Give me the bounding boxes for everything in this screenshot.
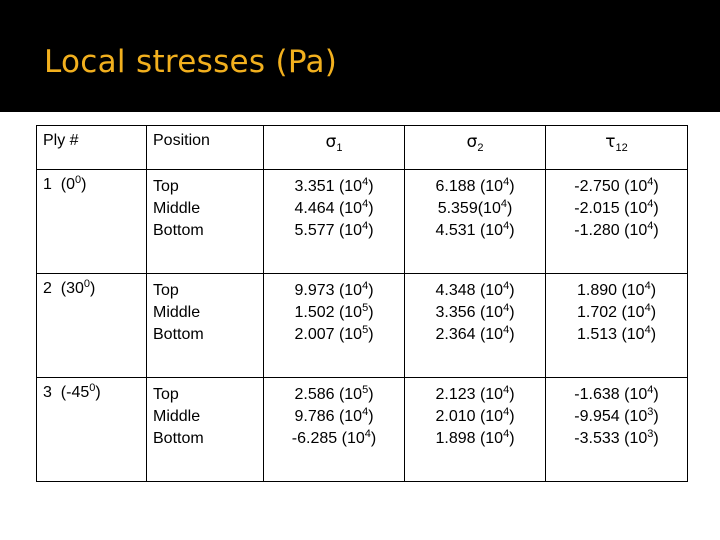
ply-cell [37,274,147,378]
exponent-superscript: 4 [362,406,369,418]
header-sigma-1: $\sigma_1$ [264,126,405,170]
stress-value: -1.280 $(10^4)$ [574,220,659,239]
exponent-superscript: 4 [647,384,654,396]
stress-value: -9.954 $(10^3)$ [574,406,659,425]
sigma-2-cell [405,274,546,378]
exponent-superscript: 5 [362,384,369,396]
stress-value: 2.123 $(10^4)$ [435,384,515,403]
exponent-superscript: 5 [362,302,369,314]
position-cell [147,170,264,274]
stress-value: 1.502 $(10^5)$ [294,302,374,321]
exponent-superscript: 4 [503,220,510,232]
exponent-superscript: 4 [503,302,510,314]
position-label: Middle [153,408,201,425]
exponent-superscript: 4 [503,176,510,188]
position-label: Top [153,386,179,403]
exponent-superscript: 4 [644,302,651,314]
ply-angle: (0 [60,176,76,193]
ply-angle: (30 [60,280,84,297]
stress-value: 9.786 $(10^4)$ [294,406,374,425]
table-header-row [37,126,688,170]
stress-value: 1.898 $(10^4)$ [435,428,515,447]
position-cell [147,378,264,482]
exponent-superscript: 4 [503,406,510,418]
exponent-superscript: 4 [644,280,651,292]
position-label: Top [153,178,179,195]
exponent-superscript: 5 [362,324,369,336]
position-label: Middle [153,200,201,217]
exponent-superscript: 4 [364,428,371,440]
exponent-superscript: 4 [647,220,654,232]
degree-superscript: 0 [83,278,91,290]
stress-value: 9.973 $(10^4)$ [294,280,374,299]
tau-12-cell [546,378,688,482]
position-label: Middle [153,304,201,321]
stress-value: 4.464 $(10^4)$ [294,198,374,217]
stress-value: 3.351 $(10^4)$ [294,176,374,195]
stress-table [36,125,688,482]
stress-value: 1.890 $(10^4)$ [576,280,657,299]
exponent-superscript: 4 [362,220,369,232]
slide-title: Local stresses (Pa) [44,44,338,80]
exponent-superscript: 4 [362,280,369,292]
header-tau-12: $\tau_{12}$ [546,126,688,170]
stress-value: 5.577 $(10^4)$ [294,220,374,239]
exponent-superscript: 4 [503,280,510,292]
stress-value: -2.750 $(10^4)$ [574,176,659,195]
ply-angle-close: ) [81,176,87,193]
header-position: Position [147,126,264,170]
sigma-1-cell [264,170,405,274]
stress-value: 1.702 $(10^4)$ [576,302,657,321]
stress-value: 4.348 $(10^4)$ [435,280,515,299]
exponent-superscript: 4 [503,384,510,396]
sigma-2-cell [405,170,546,274]
tau-12-cell [546,274,688,378]
stress-value: -3.533 $(10^3)$ [574,428,659,447]
exponent-superscript: 4 [503,324,510,336]
stress-value: 2.007 $(10^5)$ [294,324,374,343]
ply-number: 3 [43,384,52,401]
position-cell [147,274,264,378]
ply-cell [37,170,147,274]
position-label: Top [153,282,179,299]
exponent-superscript: 4 [503,428,510,440]
exponent-superscript: 4 [647,198,654,210]
table-row [37,274,688,378]
exponent-superscript: 4 [362,176,369,188]
ply-number: 2 [43,280,52,297]
position-label: Bottom [153,222,204,239]
stress-value: -6.285 $(10^4)$ [291,428,377,447]
ply-cell [37,378,147,482]
stress-value: 3.356 $(10^4)$ [435,302,515,321]
header-sigma-2: $\sigma_2$ [405,126,546,170]
exponent-superscript: 4 [500,198,507,210]
stress-value: -1.638 $(10^4)$ [574,384,659,403]
stress-value: 2.586 $(10^5)$ [294,384,374,403]
exponent-superscript: 4 [647,176,654,188]
position-label: Bottom [153,430,204,447]
exponent-superscript: 4 [362,198,369,210]
ply-angle-close: ) [90,280,96,297]
tau-12-cell [546,170,688,274]
title-bar [0,0,720,112]
stress-value: 1.513 $(10^4)$ [576,324,657,343]
stress-value: 2.010 $(10^4)$ [435,406,515,425]
stress-value: -2.015 $(10^4)$ [574,198,659,217]
ply-angle: (-45 [60,384,90,401]
sigma-1-cell [264,274,405,378]
table-row [37,170,688,274]
degree-superscript: 0 [89,382,96,394]
stress-value: $5.359(10^4)$ [437,198,513,217]
ply-number: 1 [43,176,52,193]
stress-value: 2.364 $(10^4)$ [435,324,515,343]
stress-value: 6.188 $(10^4)$ [435,176,515,195]
sigma-2-cell [405,378,546,482]
degree-superscript: 0 [75,174,82,186]
stress-value: 4.531 $(10^4)$ [435,220,515,239]
exponent-superscript: 3 [647,428,654,440]
table-row [37,378,688,482]
ply-angle-close: ) [95,384,101,401]
exponent-superscript: 3 [647,406,654,418]
exponent-superscript: 4 [644,324,651,336]
sigma-1-cell [264,378,405,482]
position-label: Bottom [153,326,204,343]
header-ply: Ply # [37,126,147,170]
